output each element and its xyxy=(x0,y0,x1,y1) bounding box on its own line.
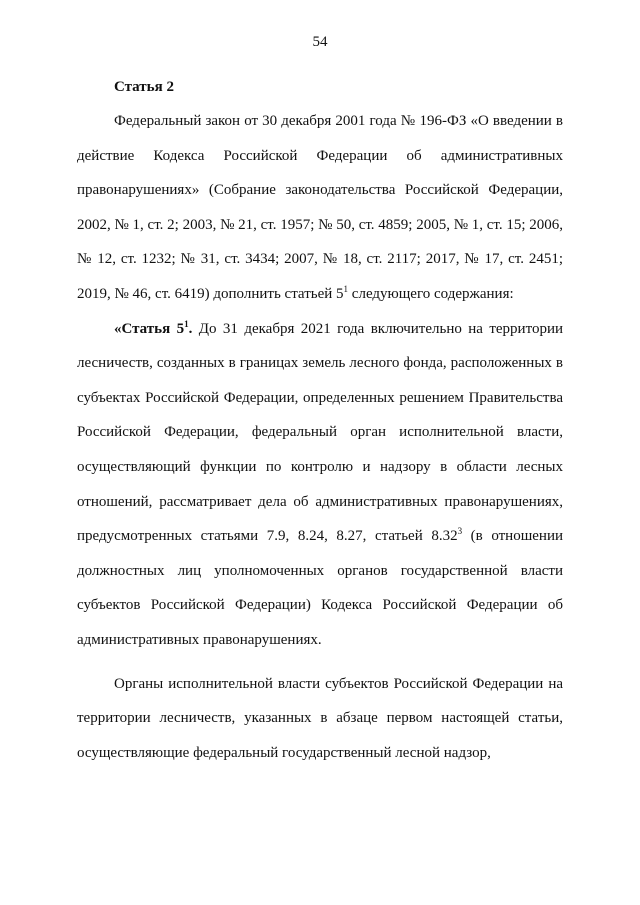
superscript: 1 xyxy=(343,283,349,294)
paragraph-text: (в отношении должностных лиц уполномоченных органов государственной власти субъектов Российской Федерации) Кодекса Российской Федерации об административных правонарушениях. xyxy=(77,528,563,648)
paragraph-text: Федеральный закон от 30 декабря 2001 года № 196-ФЗ «О введении в действие Кодекса Российской Федерации об административных правонарушениях» (Собрание законодательства Российской Федерации, 2002, № 1, ст. 2; 2003, № 21, ст. 1957; № 50, ст. 4859; 2005, № 1, ст. 15; 2006, № 12, ст. 1232; № 31, ст. 3434; 2007, № 18, ст. 2117; 2017, № 17, ст. 2451; 2019, № 46, ст. 6419) дополнить статьей 5 xyxy=(77,113,564,302)
article-heading: Статья 2 xyxy=(114,79,174,95)
paragraph-text: следующего содержания: xyxy=(348,285,514,302)
paragraph-regional-authorities: Органы исполнительной власти субъектов Российской Федерации на территории лесничеств, указанных в абзаце первом настоящей статьи, осуществляющие федеральный государственный лесной надзор, xyxy=(77,675,563,761)
document-body xyxy=(77,70,563,770)
page-number: 54 xyxy=(312,34,328,50)
paragraph-amendment xyxy=(77,104,563,312)
superscript: 3 xyxy=(457,526,463,537)
paragraph-text: До 31 декабря 2021 года включительно на территории лесничеств, созданных в границах земель лесного фонда, расположенных в субъектах Российской Федерации, определенных решением Правительства Российской Федерации, федеральный орган исполнительной власти, осуществляющий функции по контролю и надзору в области лесных отношений, рассматривает дела об административных правонарушениях, предусмотренных статьями 7.9, 8.24, 8.27, статьей 8.32 xyxy=(77,320,563,545)
article-5-1-label: «Статья $5^1$. xyxy=(114,318,193,337)
paragraph-article-5-1 xyxy=(77,312,563,658)
